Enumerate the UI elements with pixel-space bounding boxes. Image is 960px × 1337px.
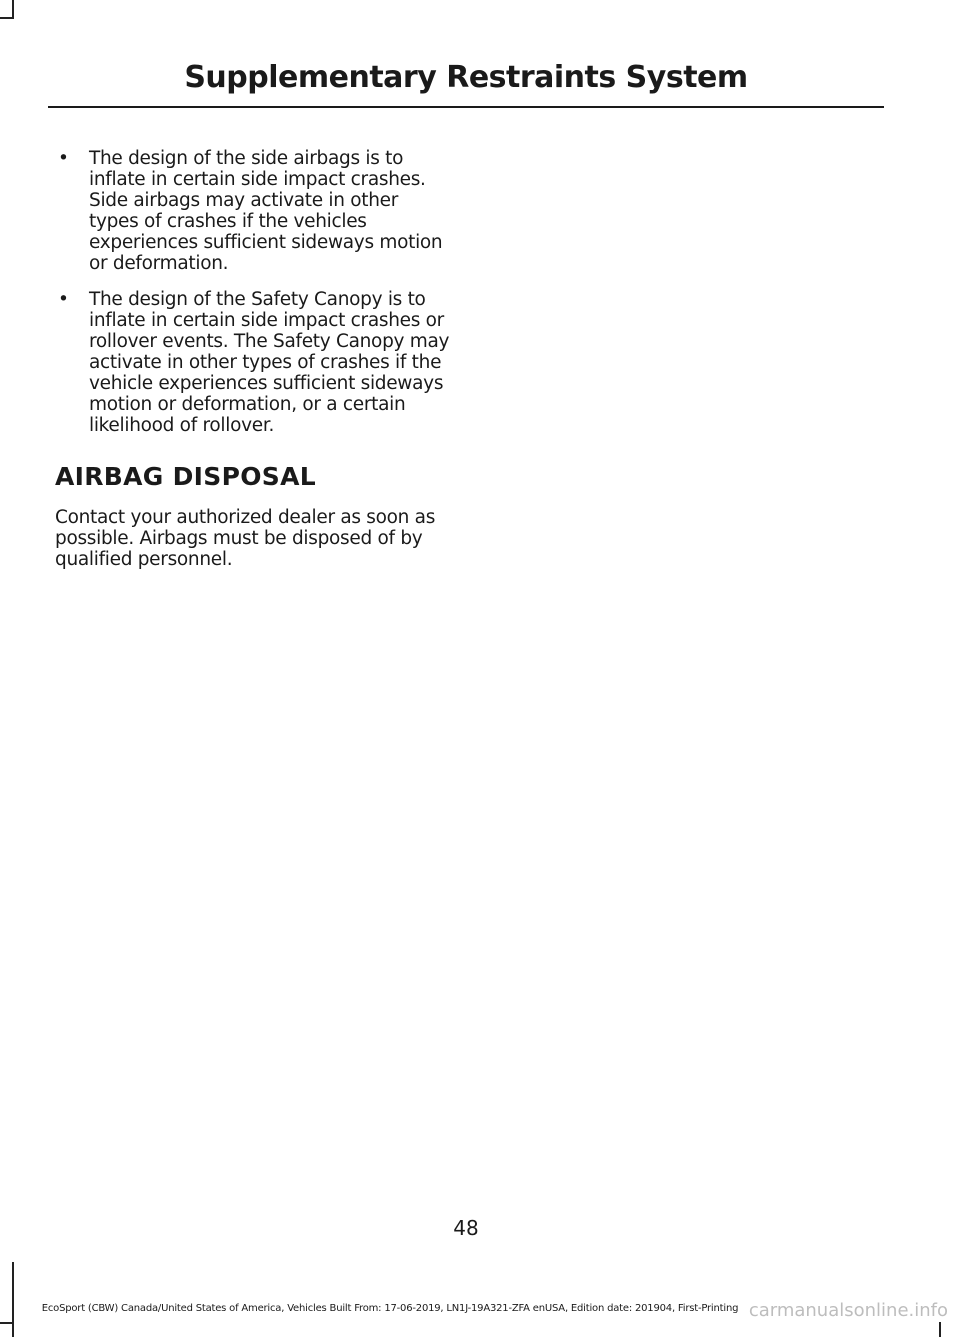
crop-mark-top-left-h [0, 17, 14, 19]
crop-mark-bottom-left-v [12, 1262, 14, 1337]
header-divider [48, 106, 884, 108]
page-number: 48 [453, 1216, 479, 1240]
crop-mark-top-left-v [12, 0, 14, 18]
crop-mark-bottom-left-h [0, 1322, 14, 1324]
bullet-text: The design of the side airbags is to inflate in certain side impact crashes. Side airbags may activate in other types of crashes if the vehicles experiences sufficient sideways motion or deformation. [89, 148, 443, 274]
bullet-text: The design of the Safety Canopy is to inflate in certain side impact crashes or rollover events. The Safety Canopy may activate in other types of crashes if the vehicle experiences sufficient sideways motion or deformation, or a certain likelihood of rollover. [89, 289, 450, 436]
bullet-icon: • [58, 289, 69, 310]
section-heading: AIRBAG DISPOSAL [55, 462, 316, 491]
bullet-list [55, 148, 450, 436]
section-paragraph: Contact your authorized dealer as soon as possible. Airbags must be disposed of by qualified personnel. [55, 507, 436, 570]
bullet-icon: • [58, 148, 69, 169]
watermark: carmanualsonline.info [748, 1300, 948, 1321]
list-item [55, 148, 450, 274]
main-content [55, 148, 450, 570]
crop-mark-bottom-right-v [939, 1322, 941, 1337]
list-item [55, 289, 450, 436]
page-title: Supplementary Restraints System [184, 60, 748, 95]
footer-text: EcoSport (CBW) Canada/United States of America, Vehicles Built From: 17-06-2019, LN1J-19A321-ZFA enUSA, Edition date: 201904, First-Printing [41, 1303, 739, 1314]
